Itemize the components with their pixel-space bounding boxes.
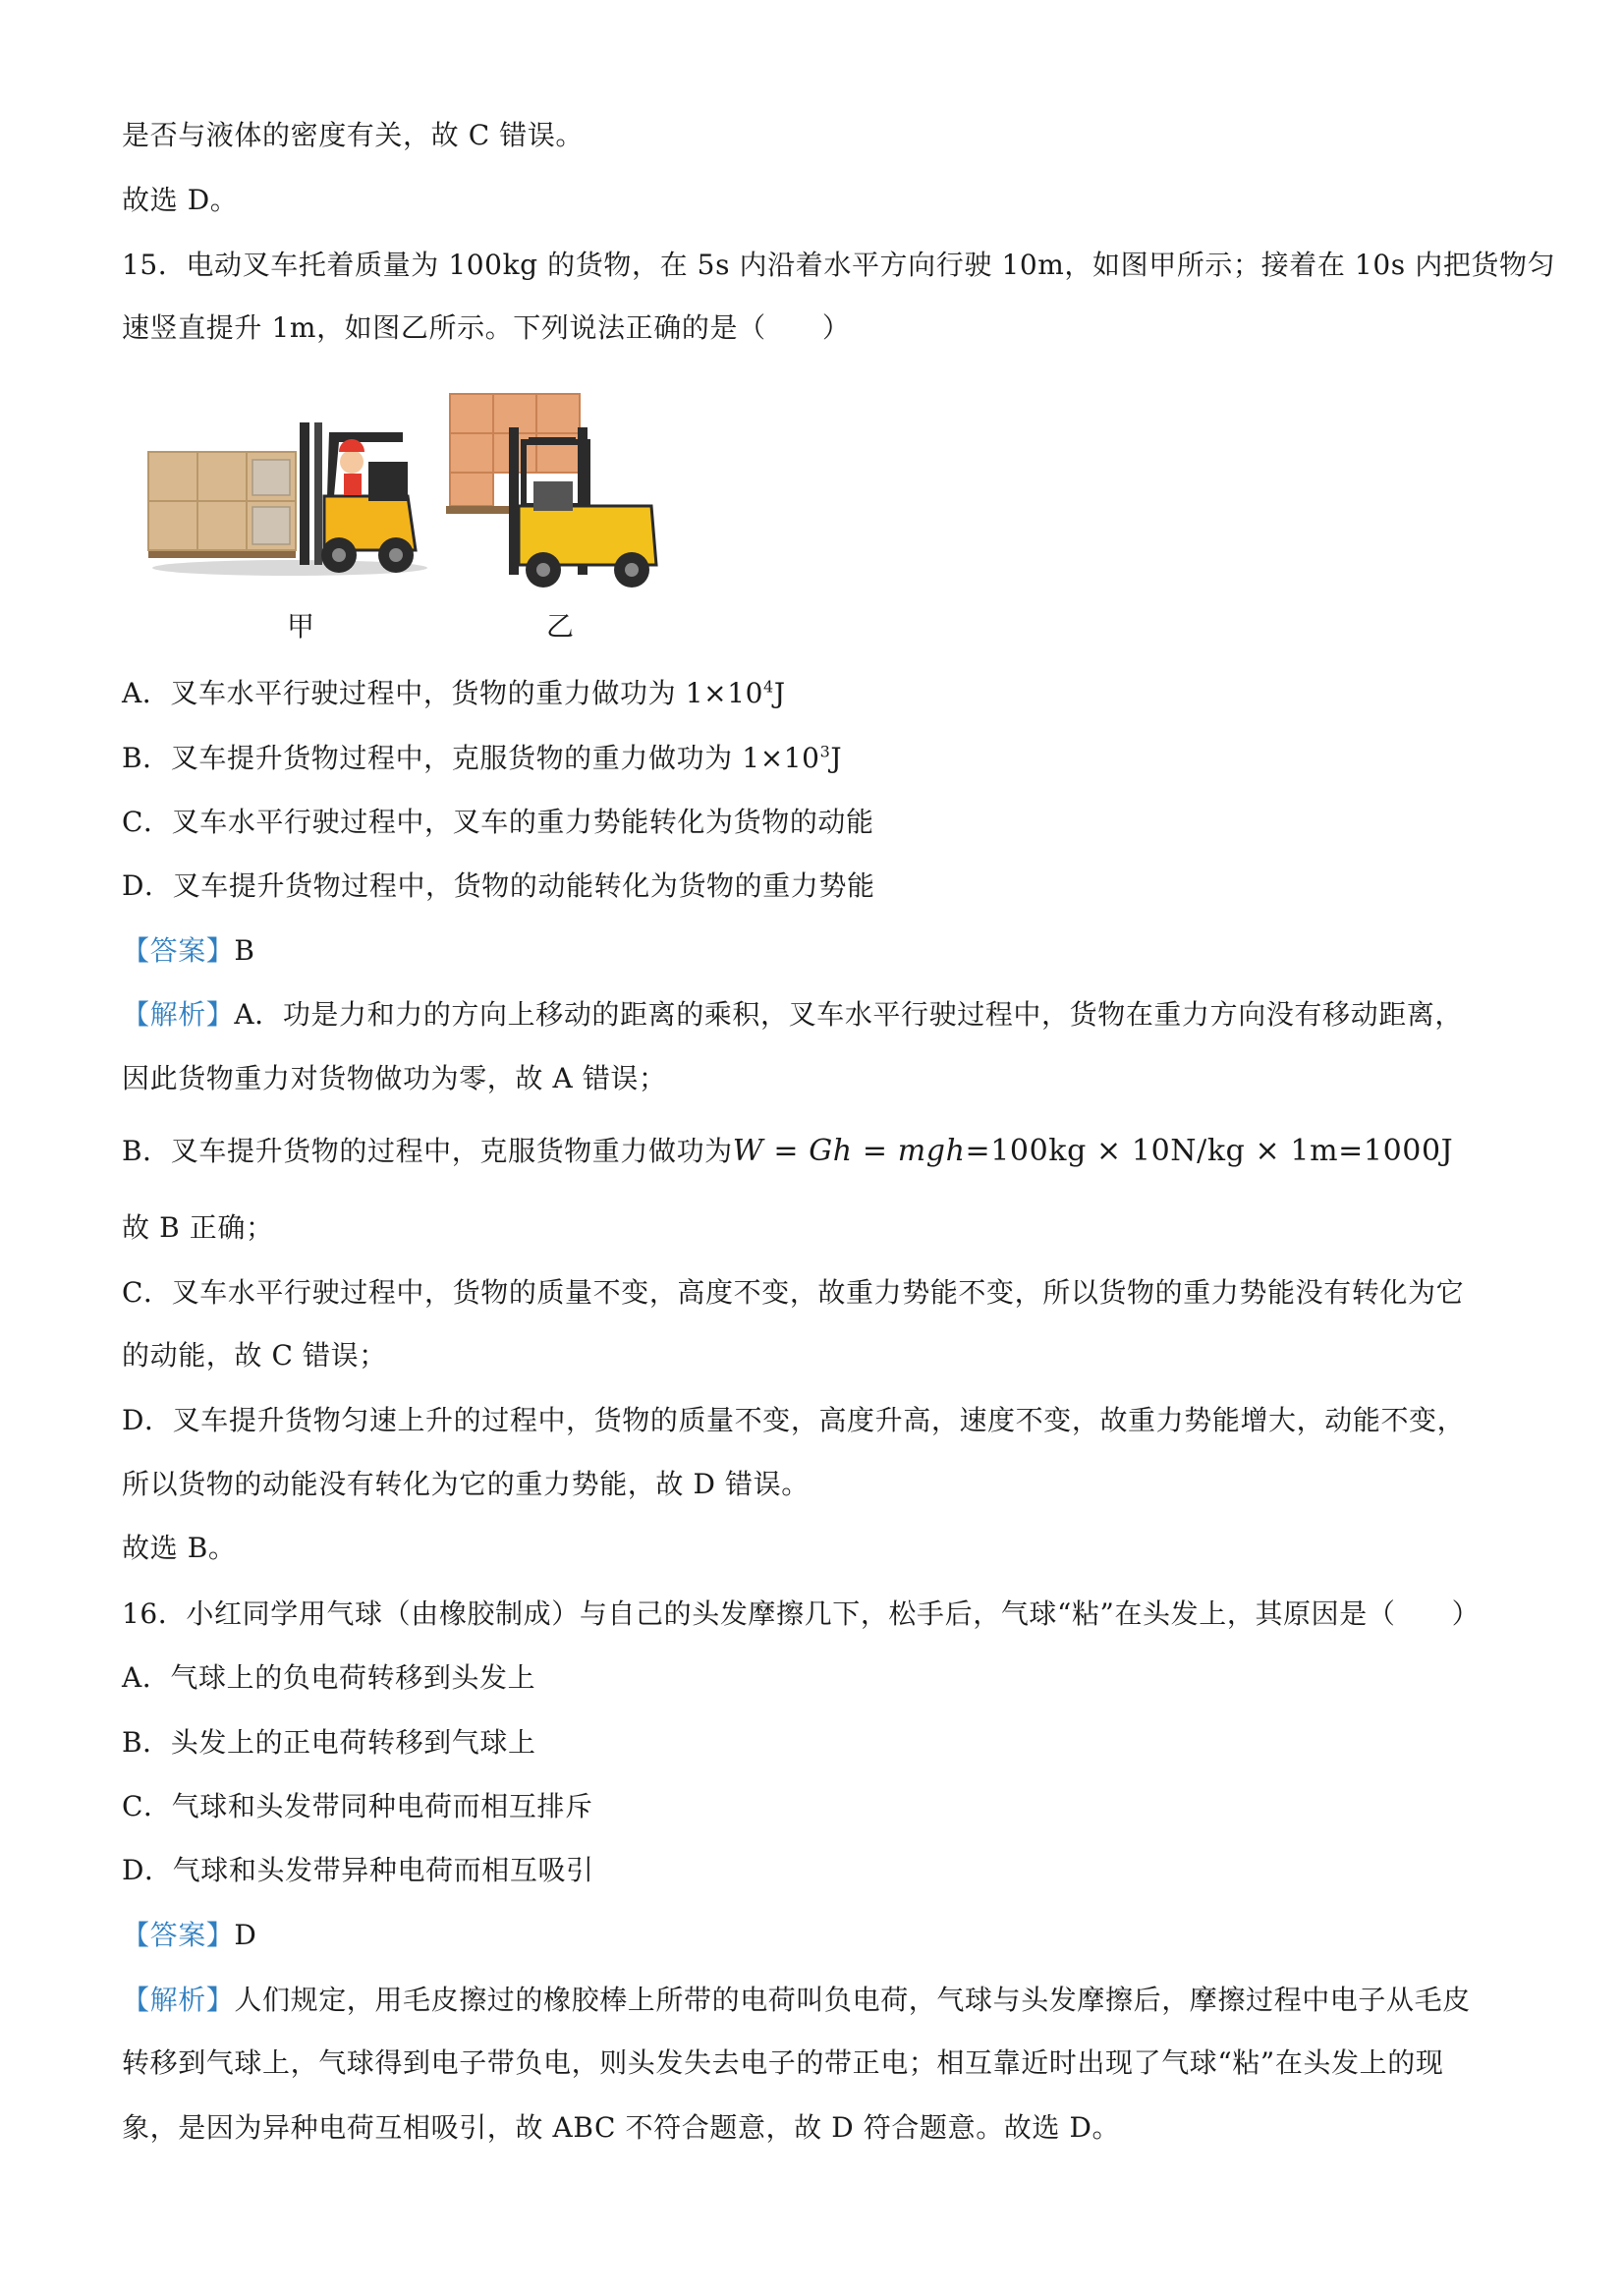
- q15-analysis-line-6: 的动能，故 C 错误；: [122, 1339, 387, 1372]
- answer-tag: 【答案】: [122, 1919, 235, 1951]
- q15-option-c: C．叉车水平行驶过程中，叉车的重力势能转化为货物的动能: [122, 806, 874, 838]
- q15-analysis-line-5: C．叉车水平行驶过程中，货物的质量不变，高度不变，故重力势能不变，所以货物的重力势能没有转化为它: [122, 1276, 1465, 1309]
- q15-analysis-line-2: 因此货物重力对货物做功为零，故 A 错误；: [122, 1062, 667, 1094]
- q15-analysis-line-4: 故 B 正确；: [122, 1211, 274, 1244]
- q15-analysis-line-3: B．叉车提升货物的过程中，克服货物重力做功为W = Gh = mgh=100kg × 10N/kg × 1m=1000J: [122, 1134, 1454, 1168]
- forklift-figure-a: [142, 403, 427, 599]
- figure-b-caption: 乙: [546, 610, 575, 643]
- answer-tag: 【答案】: [122, 934, 235, 967]
- q15-option-b: B．叉车提升货物过程中，克服货物的重力做功为 $1\times 10^3J$: [122, 742, 843, 774]
- q16-answer: 【答案】D: [122, 1919, 257, 1951]
- analysis-tag: 【解析】: [122, 1984, 235, 2016]
- forklift-figure-b: [440, 388, 666, 594]
- q15-answer: 【答案】B: [122, 934, 255, 967]
- q15-analysis-line-9: 故选 B。: [122, 1532, 237, 1564]
- q16-analysis-line-2: 转移到气球上，气球得到电子带负电，则头发失去电子的带正电；相互靠近时出现了气球“粘”在头发上的现: [122, 2046, 1444, 2079]
- q15-stem-line-1: 15．电动叉车托着质量为 100kg 的货物，在 5s 内沿着水平方向行驶 10m，如图甲所示；接着在 10s 内把货物匀: [122, 249, 1556, 281]
- analysis-tag: 【解析】: [122, 998, 235, 1031]
- q14-tail-line-2: 故选 D。: [122, 184, 239, 216]
- q16-option-b: B．头发上的正电荷转移到气球上: [122, 1726, 536, 1759]
- q15-analysis-line-8: 所以货物的动能没有转化为它的重力势能，故 D 错误。: [122, 1468, 810, 1500]
- q16-option-a: A．气球上的负电荷转移到头发上: [122, 1661, 536, 1694]
- q15-option-d: D．叉车提升货物过程中，货物的动能转化为货物的重力势能: [122, 869, 875, 902]
- q14-tail-line-1: 是否与液体的密度有关，故 C 错误。: [122, 119, 585, 151]
- q16-option-c: C．气球和头发带同种电荷而相互排斥: [122, 1790, 593, 1822]
- q16-option-d: D．气球和头发带异种电荷而相互吸引: [122, 1854, 594, 1886]
- q15-analysis-line-1: 【解析】A．功是力和力的方向上移动的距离的乘积，叉车水平行驶过程中，货物在重力方向没有移动距离，: [122, 998, 1464, 1031]
- q15-stem-line-2: 速竖直提升 1m，如图乙所示。下列说法正确的是（ ）: [122, 311, 851, 344]
- q16-stem: 16．小红同学用气球（由橡胶制成）与自己的头发摩擦几下，松手后，气球“粘”在头发上，其原因是（ ）: [122, 1597, 1481, 1630]
- work-formula: W = Gh = mgh: [732, 1134, 966, 1168]
- q15-analysis-line-7: D．叉车提升货物匀速上升的过程中，货物的质量不变，高度升高，速度不变，故重力势能增大，动能不变，: [122, 1404, 1466, 1436]
- q16-analysis-line-3: 象，是因为异种电荷互相吸引，故 ABC 不符合题意，故 D 符合题意。故选 D。: [122, 2111, 1121, 2144]
- figure-a-caption: 甲: [287, 610, 315, 643]
- q16-analysis-line-1: 【解析】人们规定，用毛皮擦过的橡胶棒上所带的电荷叫负电荷，气球与头发摩擦后，摩擦过程中电子从毛皮: [122, 1984, 1471, 2016]
- q15-option-a: A．叉车水平行驶过程中，货物的重力做功为 $1\times 10^4J$: [122, 677, 786, 709]
